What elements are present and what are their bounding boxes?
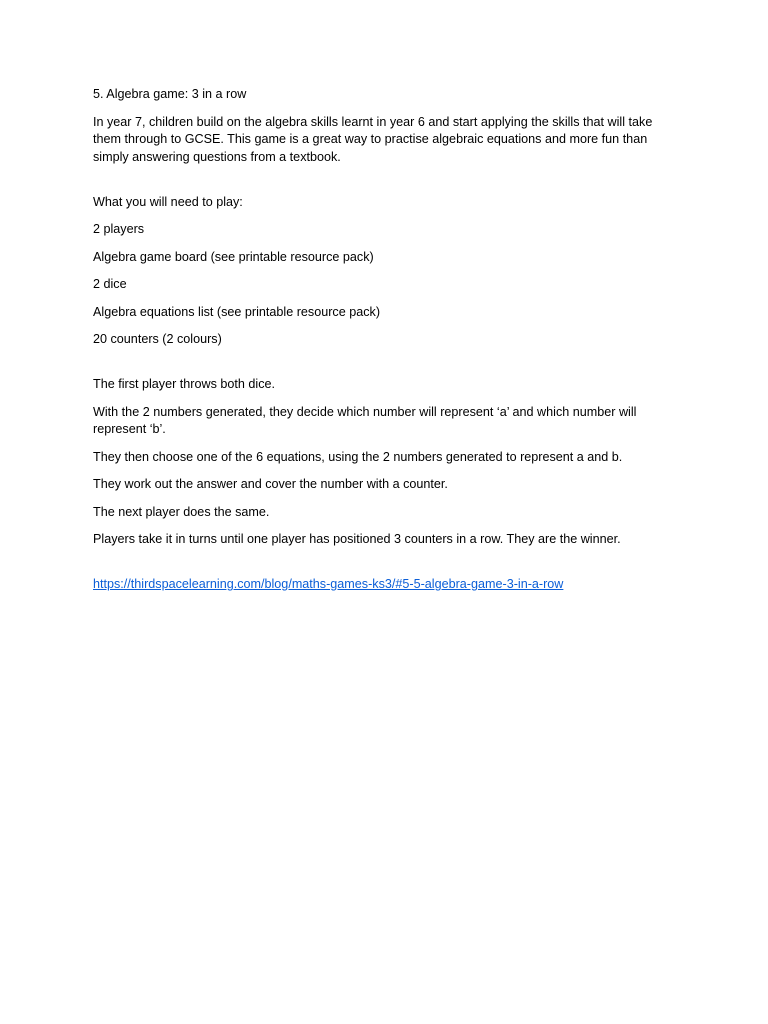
need-item: Algebra game board (see printable resource pack): [93, 249, 374, 264]
section-heading: 5. Algebra game: 3 in a row: [93, 87, 247, 101]
need-item: Algebra equations list (see printable resource pack): [93, 304, 381, 319]
spacer: [93, 559, 683, 577]
document-body: [93, 86, 683, 604]
step-paragraph: With the 2 numbers generated, they decide which number will represent ‘a’ and which number will represent ‘b’.: [93, 404, 637, 436]
intro-paragraph: In year 7, children build on the algebra skills learnt in year 6 and start applying the skills that will take them through to GCSE. This game is a great way to practise algebraic equations and more fun than simply answering questions from a textbook.: [93, 114, 653, 164]
step-paragraph: The next player does the same.: [93, 504, 270, 519]
need-item: 20 counters (2 colours): [93, 332, 222, 346]
step-paragraph: The first player throws both dice.: [93, 377, 275, 391]
spacer: [93, 359, 683, 377]
step-paragraph: They then choose one of the 6 equations, using the 2 numbers generated to represent a and b.: [93, 449, 623, 464]
step-paragraph: They work out the answer and cover the number with a counter.: [93, 477, 448, 491]
step-paragraph: Players take it in turns until one player has positioned 3 counters in a row. They are the winner.: [93, 532, 621, 546]
need-item: 2 dice: [93, 277, 127, 291]
spacer: [93, 176, 683, 194]
source-link[interactable]: https://thirdspacelearning.com/blog/maths-games-ks3/#5-5-algebra-game-3-in-a-row: [93, 577, 564, 591]
need-item: 2 players: [93, 222, 145, 236]
needs-heading: What you will need to play:: [93, 194, 243, 209]
